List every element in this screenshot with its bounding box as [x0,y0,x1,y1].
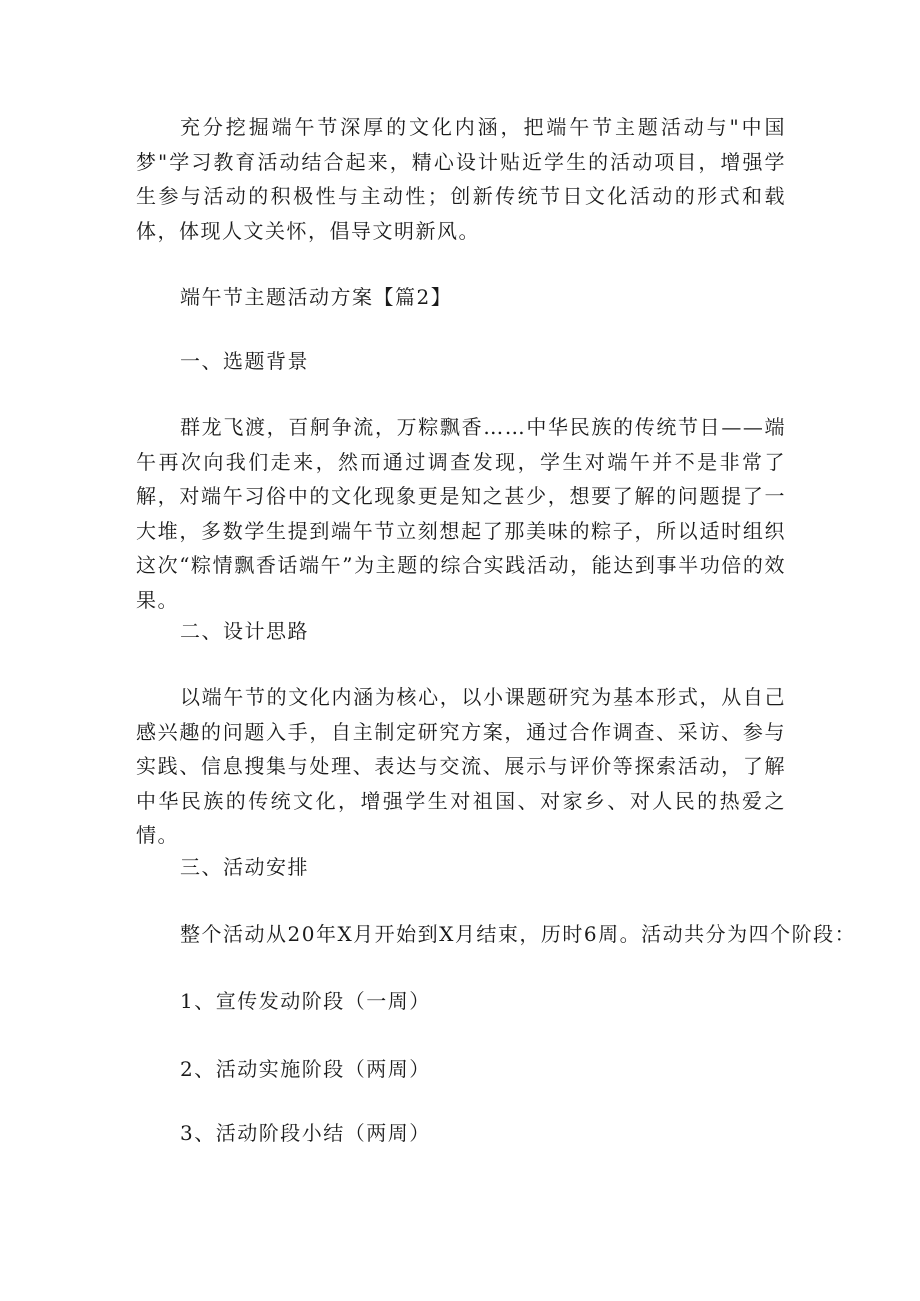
heading-background: 一、选题背景 [180,349,309,373]
design-idea-paragraph: 以端午节的文化内涵为核心，以小课题研究为基本形式，从自己感兴趣的问题入手，自主制定研究方案，通过合作调查、采访、参与实践、信息搜集与处理、表达与交流、展示与评价等探索活动，了解中华民族的传统文化，增强学生对祖国、对家乡、对人民的热爱之情。 [136,685,786,847]
schedule-intro: 整个活动从20年X月开始到X月结束，历时6周。活动共分为四个阶段： [180,922,857,946]
stage-item: 2、活动实施阶段（两周） [180,1057,431,1081]
heading-design-idea: 二、设计思路 [180,619,309,643]
stage-item: 3、活动阶段小结（两周） [180,1121,431,1145]
intro-paragraph: 充分挖掘端午节深厚的文化内涵，把端午节主题活动与"中国梦"学习教育活动结合起来，精心设计贴近学生的活动项目，增强学生参与活动的积极性与主动性；创新传统节日文化活动的形式和载体，体现人文关怀，倡导文明新风。 [136,115,786,243]
heading-activity-schedule: 三、活动安排 [180,855,309,879]
stage-item: 1、宣传发动阶段（一周） [180,989,431,1013]
section-title: 端午节主题活动方案【篇2】 [180,285,453,309]
background-paragraph: 群龙飞渡，百舸争流，万粽飘香……中华民族的传统节日——端午再次向我们走来，然而通过调查发现，学生对端午并不是非常了解，对端午习俗中的文化现象更是知之甚少，想要了解的问题提了一大堆，多数学生提到端午节立刻想起了那美味的粽子，所以适时组织这次“粽情飘香话端午”为主题的综合实践活动，能达到事半功倍的效果。 [136,415,786,612]
